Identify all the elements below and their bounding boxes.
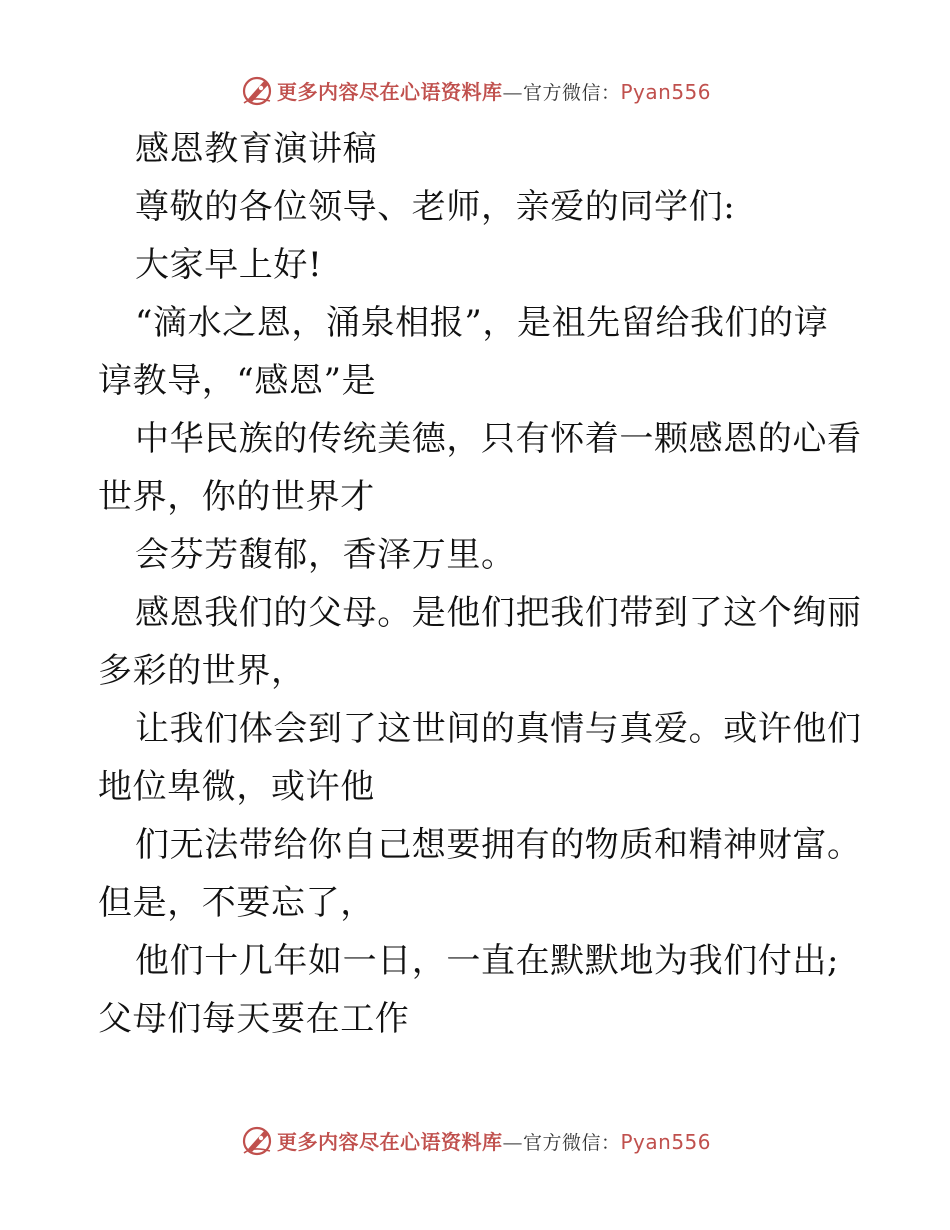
footer-slogan: 更多内容尽在心语资料库 <box>276 1129 503 1154</box>
doc-title: 感恩教育演讲稿 <box>135 129 378 169</box>
header-text <box>277 76 711 105</box>
doc-line: 中华民族的传统美德，只有怀着一颗感恩的心看 <box>135 419 862 459</box>
doc-line: 多彩的世界， <box>98 651 306 691</box>
header-dash: — <box>502 79 523 104</box>
header-slogan: 更多内容尽在心语资料库 <box>276 79 503 104</box>
header-banner <box>0 70 950 110</box>
doc-line: 父母们每天要在工作 <box>98 999 410 1039</box>
doc-line: 但是，不要忘了， <box>98 883 375 923</box>
pen-nib-logo-icon <box>239 72 275 108</box>
doc-line: “滴水之恩，涌泉相报”，是祖先留给我们的谆 <box>135 303 829 343</box>
header-wechat-id: Pyan556 <box>620 79 712 104</box>
header-wechat-label: 官方微信： <box>522 81 621 104</box>
doc-line: 谆教导，“感恩”是 <box>98 361 377 401</box>
doc-line: 大家早上好! <box>135 245 323 285</box>
doc-line: 尊敬的各位领导、老师，亲爱的同学们: <box>135 187 736 227</box>
doc-line: 让我们体会到了这世间的真情与真爱。或许他们 <box>135 709 862 749</box>
doc-line: 地位卑微，或许他 <box>98 767 375 807</box>
doc-line: 感恩我们的父母。是他们把我们带到了这个绚丽 <box>135 593 862 633</box>
footer-wechat-id: Pyan556 <box>620 1129 712 1154</box>
doc-line: 世界，你的世界才 <box>98 477 375 517</box>
footer-text <box>277 1126 711 1155</box>
document-body <box>98 120 862 1048</box>
doc-line: 他们十几年如一日，一直在默默地为我们付出; <box>135 941 840 981</box>
footer-banner <box>0 1120 950 1160</box>
footer-wechat-label: 官方微信： <box>522 1131 621 1154</box>
pen-nib-logo-icon <box>239 1122 275 1158</box>
footer-dash: — <box>502 1129 523 1154</box>
doc-line: 会芬芳馥郁，香泽万里。 <box>135 535 516 575</box>
doc-line: 们无法带给你自己想要拥有的物质和精神财富。 <box>135 825 862 865</box>
